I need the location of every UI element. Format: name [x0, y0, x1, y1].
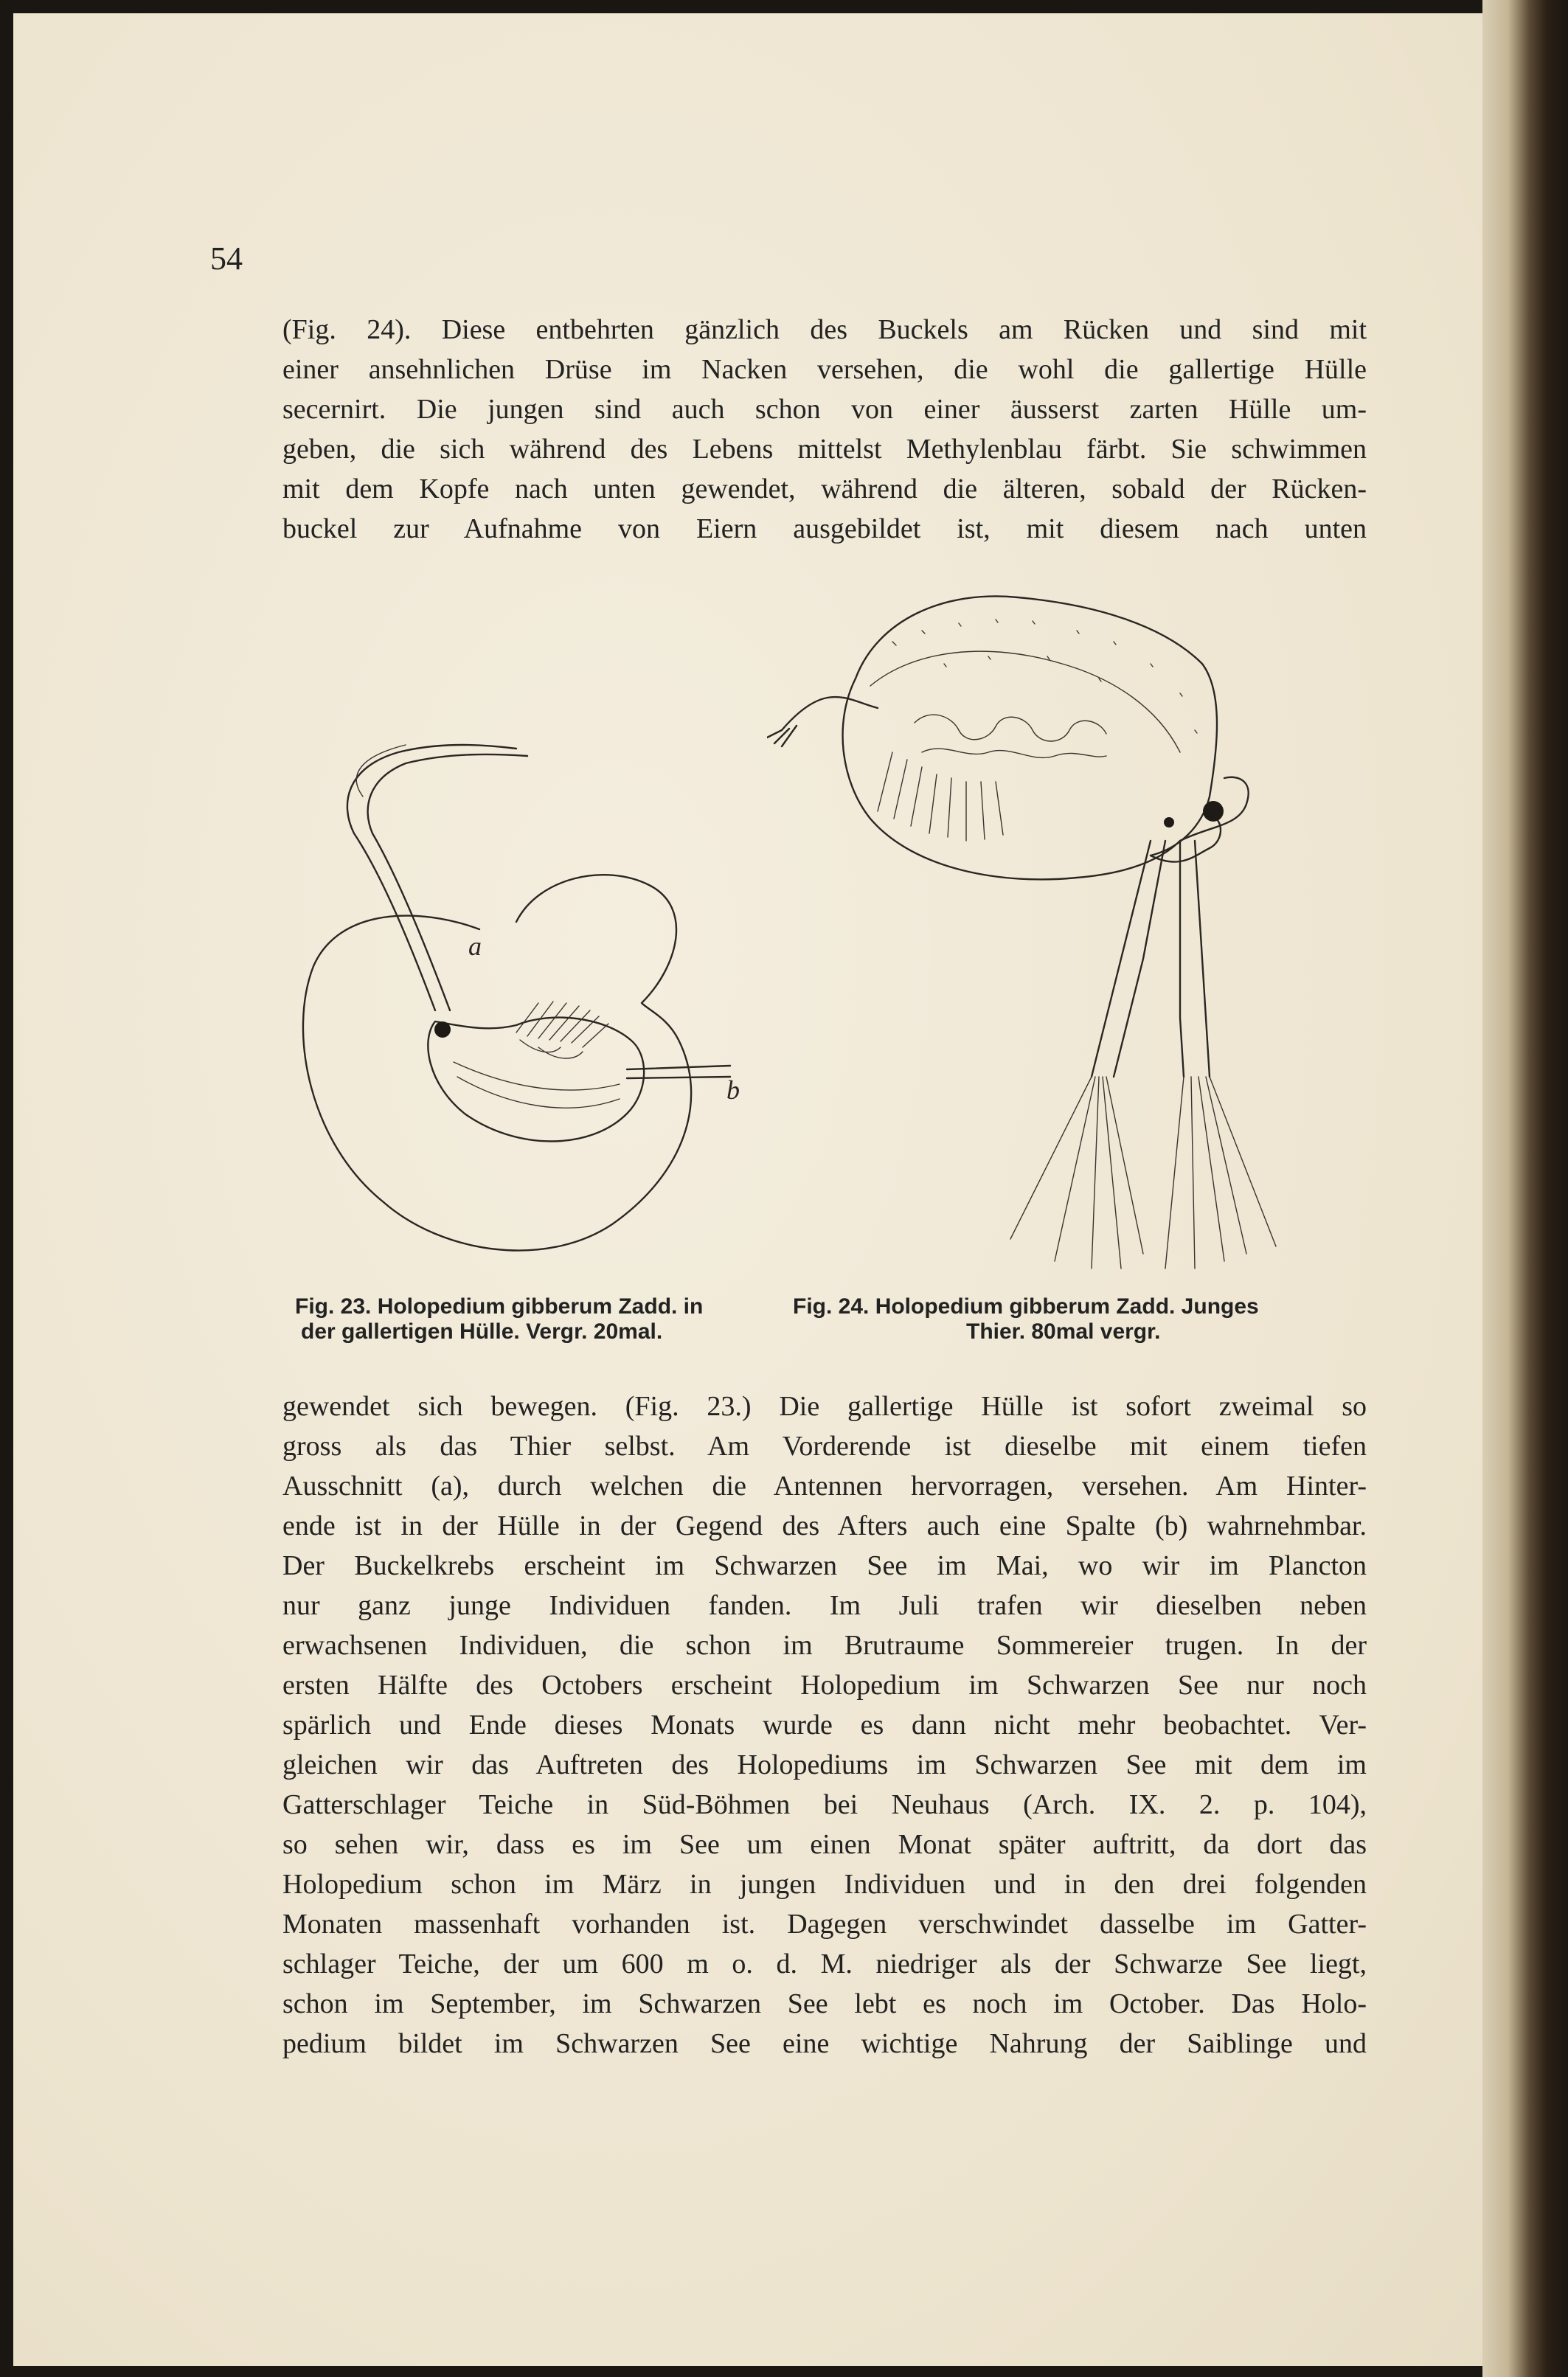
figure-23-caption	[295, 1294, 767, 1344]
text-line: mit dem Kopfe nach unten gewendet, während die älteren, sobald der Rücken-	[282, 473, 1367, 504]
page-number: 54	[210, 240, 243, 277]
figure-23-caption-line2: der gallertigen Hülle. Vergr. 20mal.	[301, 1319, 663, 1344]
text-line: pedium bildet im Schwarzen See eine wichtige Nahrung der Saiblinge und	[282, 2028, 1367, 2059]
text-line: nur ganz junge Individuen fanden. Im Juli trafen wir dieselben neben	[282, 1590, 1367, 1621]
paragraph-bottom	[282, 1387, 1367, 2064]
book-spine	[1482, 0, 1568, 2377]
text-line: ersten Hälfte des Octobers erscheint Holopedium im Schwarzen See nur noch	[282, 1670, 1367, 1701]
text-line: einer ansehnlichen Drüse im Nacken versehen, die wohl die gallertige Hülle	[282, 354, 1367, 385]
text-line: Ausschnitt (a), durch welchen die Antennen hervorragen, versehen. Am Hinter-	[282, 1471, 1367, 1502]
text-line: (Fig. 24). Diese entbehrten gänzlich des Buckels am Rücken und sind mit	[282, 314, 1367, 345]
paragraph-top	[282, 310, 1367, 549]
figure-24-illustration	[767, 561, 1298, 1283]
text-line: Holopedium schon im März in jungen Individuen und in den drei folgenden	[282, 1869, 1367, 1900]
text-line: schlager Teiche, der um 600 m o. d. M. niedriger als der Schwarze See liegt,	[282, 1949, 1367, 1979]
figure-23-illustration	[295, 686, 767, 1283]
text-line: Gatterschlager Teiche in Süd-Böhmen bei Neuhaus (Arch. IX. 2. p. 104),	[282, 1789, 1367, 1820]
figure-24-caption	[793, 1294, 1294, 1344]
text-line: Monaten massenhaft vorhanden ist. Dagegen verschwindet dasselbe im Gatter-	[282, 1909, 1367, 1940]
text-line: secernirt. Die jungen sind auch schon von einer äusserst zarten Hülle um-	[282, 394, 1367, 425]
text-line: geben, die sich während des Lebens mittelst Methylenblau färbt. Sie schwimmen	[282, 434, 1367, 465]
text-line: so sehen wir, dass es im See um einen Monat später auftritt, da dort das	[282, 1829, 1367, 1860]
figure-24-caption-line1: Fig. 24. Holopedium gibberum Zadd. Junges	[793, 1294, 1259, 1319]
text-line: ende ist in der Hülle in der Gegend des Afters auch eine Spalte (b) wahrnehmbar.	[282, 1510, 1367, 1541]
figure-23-label-a: a	[468, 931, 482, 961]
text-line: gewendet sich bewegen. (Fig. 23.) Die gallertige Hülle ist sofort zweimal so	[282, 1391, 1367, 1422]
figure-23-caption-line1: Fig. 23. Holopedium gibberum Zadd. in	[295, 1294, 704, 1319]
text-line: erwachsenen Individuen, die schon im Brutraume Sommereier trugen. In der	[282, 1630, 1367, 1661]
figure-23-label-b: b	[726, 1075, 740, 1105]
text-line: gross als das Thier selbst. Am Vorderende ist dieselbe mit einem tiefen	[282, 1431, 1367, 1462]
text-line: buckel zur Aufnahme von Eiern ausgebildet ist, mit diesem nach unten	[282, 513, 1367, 544]
text-line: Der Buckelkrebs erscheint im Schwarzen See im Mai, wo wir im Plancton	[282, 1550, 1367, 1581]
text-line: spärlich und Ende dieses Monats wurde es dann nicht mehr beobachtet. Ver-	[282, 1710, 1367, 1741]
text-line: gleichen wir das Auftreten des Holopediums im Schwarzen See mit dem im	[282, 1749, 1367, 1780]
text-line: schon im September, im Schwarzen See lebt es noch im October. Das Holo-	[282, 1988, 1367, 2019]
figure-24-caption-line2: Thier. 80mal vergr.	[966, 1319, 1161, 1344]
